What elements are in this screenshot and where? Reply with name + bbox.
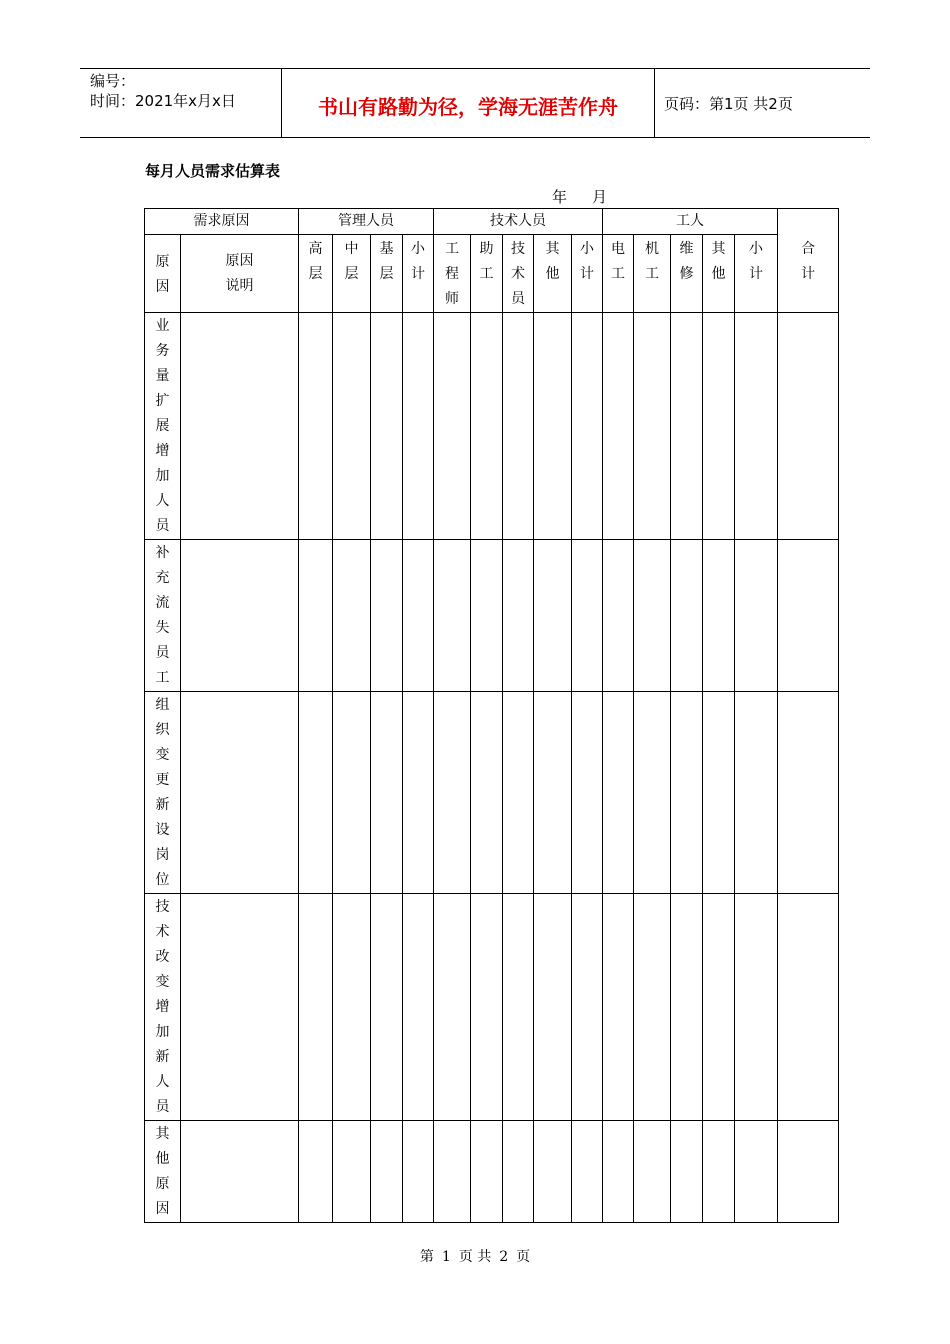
header-total	[778, 209, 839, 313]
header-mgmt-col-0-text: 高 层	[308, 241, 323, 282]
header-reason-text: 原 因	[155, 253, 170, 295]
header-reason-desc-text: 原因说明	[225, 252, 254, 294]
header-tech-col-1	[471, 235, 503, 313]
table-cell[interactable]	[299, 540, 333, 692]
serial-label: 编号：	[90, 72, 136, 90]
table-cell[interactable]	[503, 894, 534, 1121]
header-management-group: 管理人员	[299, 209, 434, 235]
table-cell[interactable]	[603, 540, 634, 692]
table-cell[interactable]	[735, 313, 778, 540]
header-row-groups	[145, 209, 839, 235]
table-cell[interactable]	[371, 894, 403, 1121]
table-cell[interactable]	[434, 1121, 471, 1223]
header-tech-col-0-text: 工 程 师	[445, 241, 459, 307]
page-header	[80, 68, 870, 138]
table-cell[interactable]	[534, 313, 572, 540]
row-reason-3-text: 技 术 改 变 增 加 新 人 员	[155, 899, 170, 1115]
date-line	[552, 186, 608, 207]
table-cell[interactable]	[703, 540, 735, 692]
table-cell[interactable]	[778, 313, 839, 540]
table-cell[interactable]	[634, 692, 671, 894]
table-cell[interactable]	[671, 894, 703, 1121]
table-cell[interactable]	[603, 692, 634, 894]
table-cell[interactable]	[371, 1121, 403, 1223]
row-reason-3	[145, 894, 181, 1121]
table-cell[interactable]	[403, 1121, 434, 1223]
header-worker-col-0	[603, 235, 634, 313]
row-reason-4	[145, 1121, 181, 1223]
table-row	[145, 540, 839, 692]
footer-suffix: 页	[516, 1249, 531, 1265]
table-cell[interactable]	[634, 894, 671, 1121]
table-cell[interactable]	[371, 692, 403, 894]
year-label: 年	[552, 188, 569, 206]
estimate-table	[144, 208, 839, 1223]
table-cell[interactable]	[534, 894, 572, 1121]
table-row	[145, 1121, 839, 1223]
header-mgmt-col-1-text: 中 层	[344, 241, 359, 282]
header-tech-col-2-text: 技 术 员	[511, 241, 525, 307]
header-worker-col-1-text: 机 工	[645, 241, 659, 282]
header-reason-group: 需求原因	[145, 209, 299, 235]
header-tech-col-3	[534, 235, 572, 313]
header-tech-col-2	[503, 235, 534, 313]
header-technical-group: 技术人员	[434, 209, 603, 235]
table-cell[interactable]	[471, 894, 503, 1121]
row-reason-4-text: 其 他 原 因	[155, 1126, 170, 1217]
table-cell[interactable]	[403, 692, 434, 894]
table-cell[interactable]	[181, 1121, 299, 1223]
table-cell[interactable]	[333, 692, 371, 894]
table-cell[interactable]	[434, 540, 471, 692]
header-mgmt-col-2-text: 基 层	[379, 241, 394, 282]
table-cell[interactable]	[471, 313, 503, 540]
table-cell[interactable]	[572, 894, 603, 1121]
table-cell[interactable]	[434, 692, 471, 894]
table-cell[interactable]	[181, 313, 299, 540]
table-cell[interactable]	[603, 313, 634, 540]
table-cell[interactable]	[503, 540, 534, 692]
table-cell[interactable]	[503, 313, 534, 540]
table-cell[interactable]	[671, 1121, 703, 1223]
table-cell[interactable]	[434, 894, 471, 1121]
table-cell[interactable]	[634, 540, 671, 692]
table-row	[145, 313, 839, 540]
table-cell[interactable]	[181, 692, 299, 894]
table-cell[interactable]	[181, 540, 299, 692]
table-cell[interactable]	[181, 894, 299, 1121]
table-cell[interactable]	[778, 894, 839, 1121]
table-cell[interactable]	[572, 540, 603, 692]
table-cell[interactable]	[471, 1121, 503, 1223]
header-page-number: 页码：第1页 共2页	[664, 95, 793, 113]
header-worker-col-2-text: 维 修	[679, 241, 694, 282]
table-cell[interactable]	[634, 313, 671, 540]
table-cell[interactable]	[534, 1121, 572, 1223]
table-cell[interactable]	[333, 313, 371, 540]
header-worker-col-3	[703, 235, 735, 313]
footer-page: 1	[441, 1249, 451, 1265]
footer-total: 2	[499, 1249, 509, 1265]
table-cell[interactable]	[333, 540, 371, 692]
table-cell[interactable]	[703, 692, 735, 894]
header-mgmt-col-3	[403, 235, 434, 313]
footer-prefix: 第	[419, 1249, 434, 1265]
row-reason-0-text: 业 务 量 扩 展 增 加 人 员	[155, 318, 170, 534]
header-tech-col-4	[572, 235, 603, 313]
header-mgmt-col-3-text: 小 计	[411, 241, 425, 282]
table-cell[interactable]	[299, 692, 333, 894]
table-cell[interactable]	[671, 540, 703, 692]
table-cell[interactable]	[703, 894, 735, 1121]
table-cell[interactable]	[299, 1121, 333, 1223]
table-cell[interactable]	[299, 894, 333, 1121]
table-cell[interactable]	[603, 1121, 634, 1223]
header-tech-col-1-text: 助 工	[479, 241, 494, 282]
header-mgmt-col-2	[371, 235, 403, 313]
header-divider	[654, 69, 655, 137]
table-cell[interactable]	[371, 313, 403, 540]
header-worker-col-3-text: 其 他	[711, 241, 726, 282]
table-row	[145, 692, 839, 894]
table-cell[interactable]	[434, 313, 471, 540]
table-cell[interactable]	[735, 692, 778, 894]
month-label: 月	[592, 188, 609, 206]
table-cell[interactable]	[503, 1121, 534, 1223]
table-cell[interactable]	[572, 313, 603, 540]
table-cell[interactable]	[735, 1121, 778, 1223]
header-tech-col-4-text: 小 计	[580, 241, 594, 282]
table-cell[interactable]	[735, 540, 778, 692]
row-reason-1-text: 补 充 流 失 员 工	[155, 545, 170, 686]
table-cell[interactable]	[534, 692, 572, 894]
table-cell[interactable]	[603, 894, 634, 1121]
table-row	[145, 894, 839, 1121]
table-cell[interactable]	[534, 540, 572, 692]
document-title: 每月人员需求估算表	[145, 162, 281, 180]
table-cell[interactable]	[703, 1121, 735, 1223]
header-worker-col-1	[634, 235, 671, 313]
header-mgmt-col-1	[333, 235, 371, 313]
header-tech-col-0	[434, 235, 471, 313]
header-total-text: 合 计	[801, 240, 815, 282]
table-cell[interactable]	[333, 894, 371, 1121]
row-reason-0	[145, 313, 181, 540]
header-mgmt-col-0	[299, 235, 333, 313]
table-cell[interactable]	[671, 692, 703, 894]
table-cell[interactable]	[333, 1121, 371, 1223]
header-worker-group: 工人	[603, 209, 778, 235]
header-meta	[90, 71, 236, 111]
table-cell[interactable]	[735, 894, 778, 1121]
table-cell[interactable]	[671, 313, 703, 540]
header-reason	[145, 235, 181, 313]
header-row-columns	[145, 235, 839, 313]
header-worker-col-0-text: 电 工	[611, 241, 625, 282]
header-worker-col-4	[735, 235, 778, 313]
table-cell[interactable]	[371, 540, 403, 692]
table-cell[interactable]	[703, 313, 735, 540]
footer-mid: 页 共	[458, 1249, 492, 1265]
header-tech-col-3-text: 其 他	[545, 241, 560, 282]
table-cell[interactable]	[471, 692, 503, 894]
table-cell[interactable]	[503, 692, 534, 894]
table-cell[interactable]	[471, 540, 503, 692]
table-cell[interactable]	[403, 894, 434, 1121]
table-cell[interactable]	[299, 313, 333, 540]
table-cell[interactable]	[634, 1121, 671, 1223]
row-reason-1	[145, 540, 181, 692]
page-footer	[0, 1246, 950, 1266]
table-cell[interactable]	[778, 540, 839, 692]
table-cell[interactable]	[403, 313, 434, 540]
table-cell[interactable]	[778, 1121, 839, 1223]
row-reason-2	[145, 692, 181, 894]
table-cell[interactable]	[403, 540, 434, 692]
header-motto: 书山有路勤为径，学海无涯苦作舟	[318, 95, 618, 119]
table-cell[interactable]	[572, 692, 603, 894]
header-reason-desc	[181, 235, 299, 313]
time-label: 时间：2021年x月x日	[90, 92, 236, 110]
table-cell[interactable]	[572, 1121, 603, 1223]
header-worker-col-4-text: 小 计	[749, 241, 763, 282]
header-worker-col-2	[671, 235, 703, 313]
row-reason-2-text: 组 织 变 更 新 设 岗 位	[155, 697, 170, 888]
table-cell[interactable]	[778, 692, 839, 894]
